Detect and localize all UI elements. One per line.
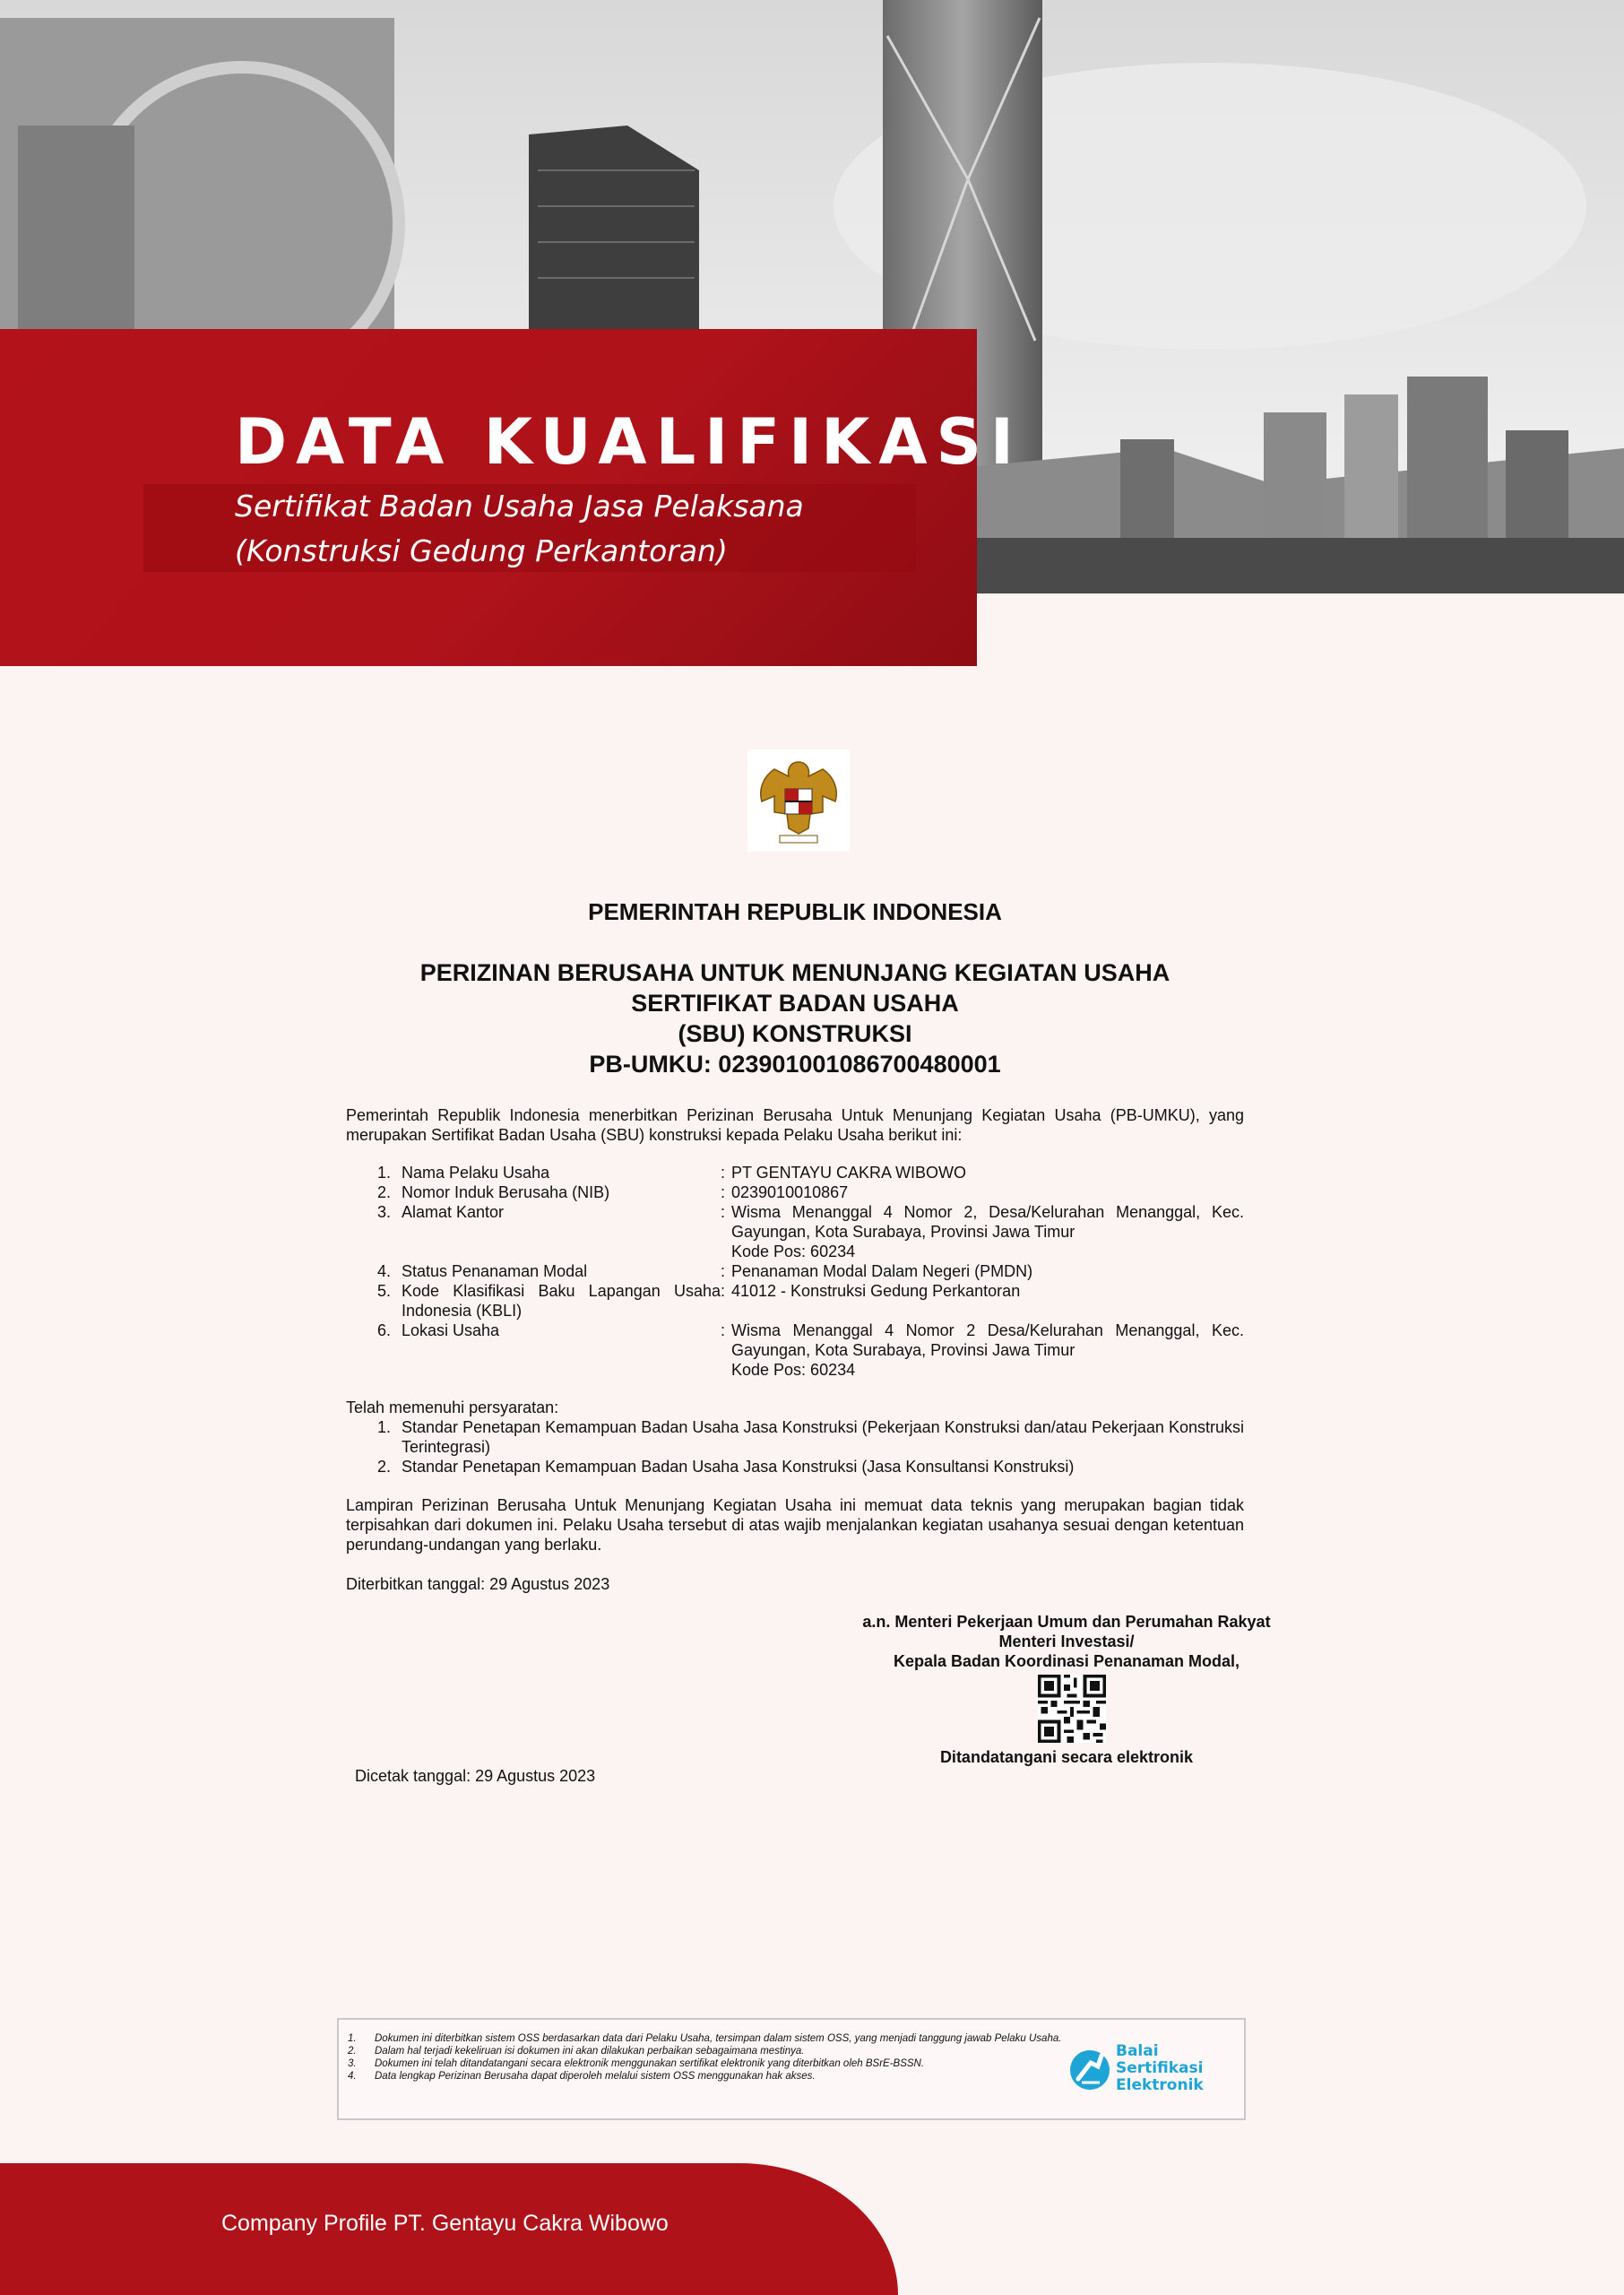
postal-code: Kode Pos: 60234 [731,1361,856,1379]
footnote-number: 1. [348,2033,357,2044]
requirements-title: Telah memenuhi persyaratan: [346,1399,559,1416]
list-item [346,1202,1244,1261]
qr-code-icon [1038,1675,1106,1743]
footer-text: Company Profile PT. Gentayu Cakra Wibowo [221,2211,669,2236]
footnote-text: Dokumen ini diterbitkan sistem OSS berdasarkan data dari Pelaku Usaha, tersimpan dalam sistem OSS, yang menjadi tanggung jawab Pelaku Usaha. [375,2033,1062,2044]
requirement-number: 2. [376,1458,391,1476]
footnote-number: 2. [348,2046,357,2057]
item-value [731,1202,1244,1261]
item-number: 4. [376,1262,391,1280]
requirement-number: 1. [376,1418,391,1436]
item-number: 6. [376,1321,391,1339]
footnote-text: Dalam hal terjadi kekeliruan isi dokumen ini akan dilakukan perbaikan sebagaimana mestinya. [375,2046,805,2057]
footnote-item [348,2070,1065,2083]
item-label: Kode Klasifikasi Baku Lapangan Usaha Indonesia (KBLI) [402,1282,721,1320]
requirements-section [346,1398,1244,1477]
item-number: 2. [376,1183,391,1201]
item-colon: : [721,1321,726,1339]
item-label: Nomor Induk Berusaha (NIB) [402,1183,610,1201]
item-number: 1. [376,1164,391,1182]
page-subtitle: Sertifikat Badan Usaha Jasa Pelaksana (Konstruksi Gedung Perkantoran) [235,489,804,568]
intro-paragraph [346,1105,1244,1145]
item-value: 41012 - Konstruksi Gedung Perkantoran [731,1282,1021,1300]
address-text: Wisma Menanggal 4 Nomor 2, Desa/Kelurahan Menanggal, Kec. Gayungan, Kota Surabaya, Provinsi Jawa Timur [731,1203,1244,1241]
bsre-logo-text [1116,2043,1204,2094]
location-text: Wisma Menanggal 4 Nomor 2 Desa/Kelurahan Menanggal, Kec. Gayungan, Kota Surabaya, Provinsi Jawa Timur [731,1321,1244,1359]
list-item [346,1457,1244,1477]
list-item [346,1321,1244,1380]
signatory-line: Kepala Badan Koordinasi Penanaman Modal, [893,1652,1240,1670]
bsre-logo-icon [1069,2043,1110,2097]
bsre-logo [1069,2031,1235,2104]
signatory-block [842,1612,1291,1671]
footnote-text: Data lengkap Perizinan Berusaha dapat diperoleh melalui sistem OSS menggunakan hak akses. [375,2071,816,2082]
item-colon: : [721,1262,726,1280]
footnote-item [348,2045,1065,2057]
item-value [731,1321,1244,1380]
list-item [346,1281,1244,1321]
footnote-number: 3. [348,2058,357,2069]
document-heading [346,957,1244,1079]
footnote-list [348,2032,1065,2083]
item-label: Alamat Kantor [402,1203,505,1221]
bsre-line: Balai [1116,2042,1159,2060]
printed-date: Dicetak tanggal: 29 Agustus 2023 [355,1767,596,1785]
electronic-signature-note: Ditandatangani secara elektronik [939,1748,1194,1766]
bsre-line: Elektronik [1116,2076,1204,2094]
garuda-emblem-icon [747,749,850,852]
item-value: Penanaman Modal Dalam Negeri (PMDN) [731,1262,1033,1280]
item-label: Status Penanaman Modal [402,1262,588,1280]
government-name: PEMERINTAH REPUBLIK INDONESIA [588,898,1002,925]
item-colon: : [721,1164,726,1182]
item-colon: : [721,1183,726,1201]
item-label: Lokasi Usaha [402,1321,500,1339]
business-details-list [346,1163,1244,1380]
signatory-line: Menteri Investasi/ [998,1632,1135,1650]
requirement-text: Standar Penetapan Kemampuan Badan Usaha Jasa Konstruksi (Jasa Konsultansi Konstruksi) [402,1458,1075,1476]
lampiran-paragraph [346,1495,1244,1555]
list-item [346,1182,1244,1202]
list-item [346,1163,1244,1182]
bsre-line: Sertifikasi [1116,2059,1204,2077]
footnote-box [337,2018,1246,2120]
item-number: 3. [376,1203,391,1221]
pb-umku-number: PB-UMKU: 023901001086700480001 [589,1051,1001,1078]
list-item [346,1261,1244,1281]
heading-line: PERIZINAN BERUSAHA UNTUK MENUNJANG KEGIATAN USAHA [419,959,1170,986]
item-colon: : [721,1203,726,1221]
issued-date: Diterbitkan tanggal: 29 Agustus 2023 [346,1575,610,1593]
intro-text: Pemerintah Republik Indonesia menerbitkan Perizinan Berusaha Untuk Menunjang Kegiatan Usaha (PB-UMKU), yang merupakan Sertifikat Badan Usaha (SBU) konstruksi kepada Pelaku Usaha berikut ini: [346,1106,1244,1144]
footnote-number: 4. [348,2071,357,2082]
footnote-item [348,2032,1065,2045]
item-label: Nama Pelaku Usaha [402,1164,550,1182]
footnote-item [348,2057,1065,2070]
item-value: PT GENTAYU CAKRA WIBOWO [731,1164,967,1182]
item-colon: : [721,1282,726,1300]
list-item [346,1417,1244,1457]
signatory-line: a.n. Menteri Pekerjaan Umum dan Perumahan Rakyat [862,1613,1271,1631]
requirement-text: Standar Penetapan Kemampuan Badan Usaha Jasa Konstruksi (Pekerjaan Konstruksi dan/atau Pekerjaan Konstruksi Terintegrasi) [402,1418,1244,1456]
postal-code: Kode Pos: 60234 [731,1243,856,1260]
heading-line: SERTIFIKAT BADAN USAHA [631,990,959,1017]
item-value: 0239010010867 [731,1183,849,1201]
lampiran-text: Lampiran Perizinan Berusaha Untuk Menunjang Kegiatan Usaha ini memuat data teknis yang merupakan bagian tidak terpisahkan dari dokumen ini. Pelaku Usaha tersebut di atas wajib menjalankan kegiatan usahanya sesuai dengan ketentuan perundang-undangan yang berlaku. [346,1496,1244,1554]
footnote-text: Dokumen ini telah ditandatangani secara elektronik menggunakan sertifikat elektronik yang diterbitkan oleh BSrE-BSSN. [375,2058,925,2069]
heading-line: (SBU) KONSTRUKSI [678,1020,912,1047]
item-number: 5. [376,1282,391,1300]
page-title: DATA KUALIFIKASI [235,405,1023,479]
